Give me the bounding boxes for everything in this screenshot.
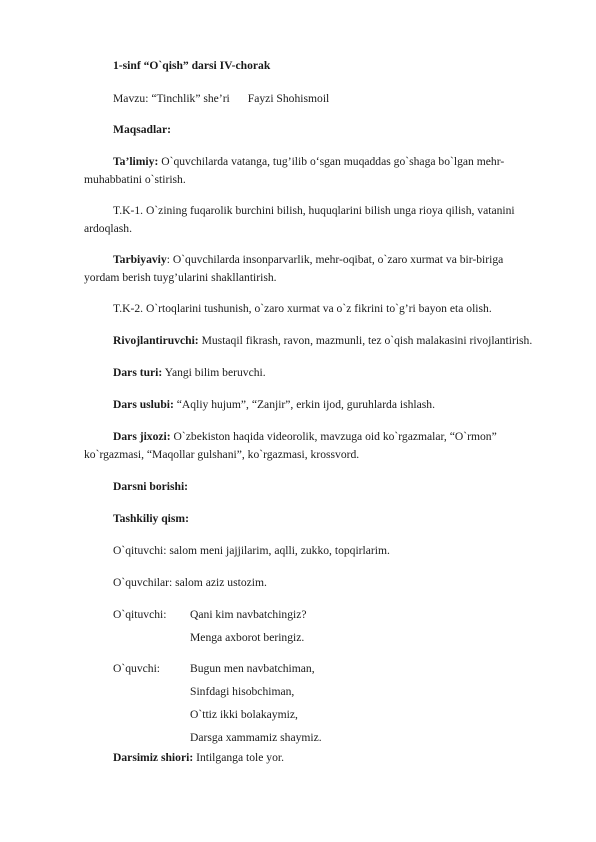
upbringing-goal-cont: yordam berish tuyg’ularini shakllantirish. [84,271,277,284]
lesson-type-text: Yangi bilim beruvchi. [162,366,266,379]
student-dialogue-line: O`ttiz ikki bolakaymiz, [190,708,298,721]
lesson-progress-heading: Darsni borishi: [113,480,189,493]
lesson-equipment-cont: ko`rgazmasi, “Maqollar gulshani”, ko`rgazmasi, krossvord. [84,448,360,461]
lesson-motto-label: Darsimiz shiori: [113,751,194,764]
lesson-motto-text: Intilganga tole yor. [193,751,284,764]
lesson-title: 1-sinf “O`qish” darsi IV-chorak [113,59,271,72]
student-dialogue-line: Bugun men navbatchiman, [190,662,315,675]
upbringing-goal-label: Tarbiyaviy [113,253,167,266]
students-greeting: O`quvchilar: salom aziz ustozim. [113,576,267,589]
lesson-equipment-label: Dars jixozi: [113,430,171,443]
lesson-method [113,398,435,412]
educational-goal [113,155,504,169]
teacher-dialogue-label: O`qituvchi: [113,608,167,621]
topic-line [113,92,329,106]
tk1-cont: ardoqlash. [84,222,132,235]
tk1-line: T.K-1. O`zining fuqarolik burchini bilish, huquqlarini bilish unga rioya qilish, vatanini [113,204,515,217]
developmental-goal [113,334,532,348]
educational-goal-cont: muhabbatini o`stirish. [84,173,186,186]
lesson-equipment-text: O`zbekiston haqida videorolik, mavzuga oid ko`rgazmalar, “O`rmon” [170,430,497,443]
educational-goal-text: O`quvchilarda vatanga, tug’ilib o‘sgan muqaddas go`shaga bo`lgan mehr- [158,155,505,168]
developmental-goal-text: Mustaqil fikrash, ravon, mazmunli, tez o`qish malakasini rivojlantirish. [198,334,533,347]
developmental-goal-label: Rivojlantiruvchi: [113,334,199,347]
lesson-method-label: Dars uslubi: [113,398,174,411]
topic-author: Fayzi Shohismoil [247,92,330,105]
upbringing-goal [113,253,503,267]
teacher-greeting: O`qituvchi: salom meni jajjilarim, aqlli, zukko, topqirlarim. [113,544,390,557]
teacher-dialogue-line: Menga axborot beringiz. [190,631,305,644]
organizational-part-heading: Tashkiliy qism: [113,512,189,525]
goals-heading: Maqsadlar: [113,123,171,136]
teacher-dialogue-line: Qani kim navbatchingiz? [190,608,307,621]
student-dialogue-label: O`quvchi: [113,662,161,675]
lesson-motto [113,751,284,765]
upbringing-goal-text: : O`quvchilarda insonparvarlik, mehr-oqibat, o`zaro xurmat va bir-biriga [166,253,504,266]
topic-label: Mavzu: “Tinchlik” she’ri [113,92,230,105]
student-dialogue-line: Sinfdagi hisobchiman, [190,685,295,698]
tk2-line: T.K-2. O`rtoqlarini tushunish, o`zaro xurmat va o`z fikrini to`g’ri bayon eta olish. [113,302,492,315]
lesson-equipment [113,430,497,444]
student-dialogue-line: Darsga xammamiz shaymiz. [190,731,322,744]
lesson-type [113,366,266,380]
educational-goal-label: Ta’limiy: [113,155,159,168]
lesson-method-text: “Aqliy hujum”, “Zanjir”, erkin ijod, guruhlarda ishlash. [173,398,436,411]
lesson-type-label: Dars turi: [113,366,163,379]
